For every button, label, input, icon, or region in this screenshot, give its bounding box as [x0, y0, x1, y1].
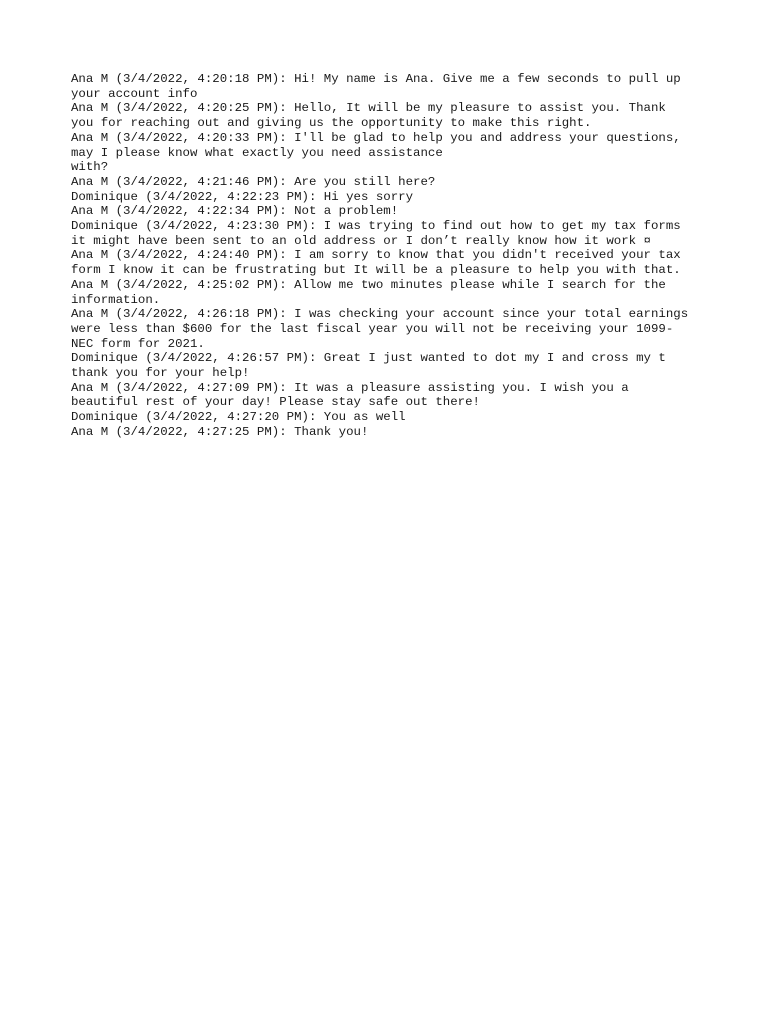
message-line: Ana M (3/4/2022, 4:20:18 PM): Hi! My name is Ana. Give me a few seconds to pull up your account info — [71, 72, 681, 101]
chat-transcript — [71, 72, 711, 440]
message-line: Ana M (3/4/2022, 4:25:02 PM): Allow me two minutes please while I search for the information. — [71, 277, 666, 307]
message-line: Ana M (3/4/2022, 4:20:33 PM): I'll be glad to help you and address your questions, may I please know what exactly you need assistance with? — [71, 130, 681, 175]
message-line: Dominique (3/4/2022, 4:27:20 PM): You as well — [71, 410, 406, 425]
message-line: Dominique (3/4/2022, 4:22:23 PM): Hi yes sorry — [71, 189, 414, 204]
message-line: Ana M (3/4/2022, 4:27:25 PM): Thank you! — [71, 424, 369, 439]
message-line: Dominique (3/4/2022, 4:23:30 PM): I was trying to find out how to get my tax forms it might have been sent to an old address or I don’t really know how it work ¤ — [71, 219, 681, 248]
message-line: Ana M (3/4/2022, 4:26:18 PM): I was checking your account since your total earnings were less than $600 for the last fiscal year you will not be receiving your 1099- NEC form for 2021. — [71, 307, 689, 351]
message-line: Ana M (3/4/2022, 4:21:46 PM): Are you still here? — [71, 174, 436, 189]
message-line: Ana M (3/4/2022, 4:22:34 PM): Not a problem! — [71, 204, 399, 219]
message-line: Dominique (3/4/2022, 4:26:57 PM): Great I just wanted to dot my I and cross my t thank you for your help! — [71, 351, 666, 381]
message-line: Ana M (3/4/2022, 4:27:09 PM): It was a pleasure assisting you. I wish you a beautiful rest of your day! Please stay safe out there! — [71, 380, 629, 410]
message-line: Ana M (3/4/2022, 4:24:40 PM): I am sorry to know that you didn't received your tax form I know it can be frustrating but It will be a pleasure to help you with that. — [71, 248, 681, 278]
message-line: Ana M (3/4/2022, 4:20:25 PM): Hello, It will be my pleasure to assist you. Thank you for reaching out and giving us the opportunity to make this right. — [71, 101, 666, 131]
